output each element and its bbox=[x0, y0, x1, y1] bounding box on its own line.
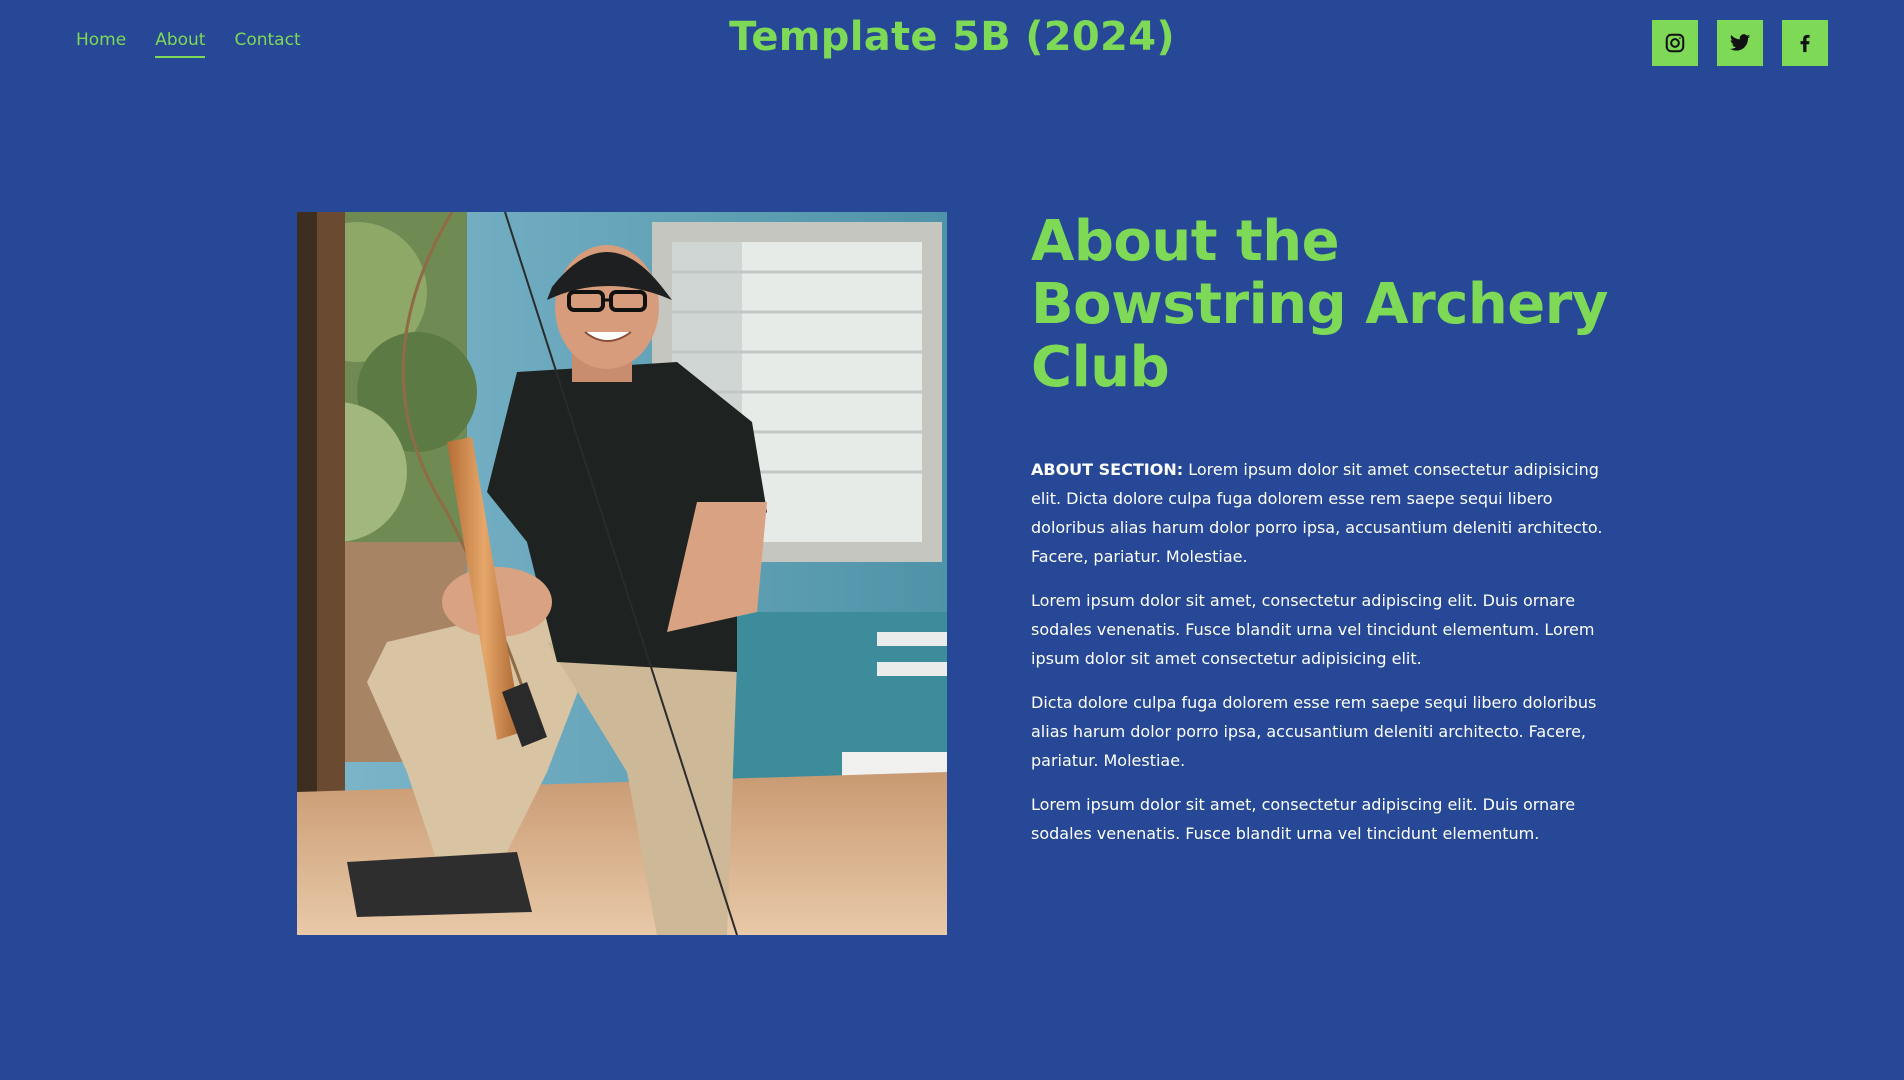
nav-home-link[interactable]: Home bbox=[76, 30, 127, 50]
twitter-button[interactable] bbox=[1717, 20, 1763, 66]
site-header bbox=[0, 0, 1904, 90]
about-section bbox=[1031, 210, 1616, 863]
nav-contact-link[interactable]: Contact bbox=[234, 30, 301, 50]
about-section-label: ABOUT SECTION: bbox=[1031, 460, 1184, 479]
twitter-icon bbox=[1729, 32, 1751, 54]
site-title[interactable]: Template 5B (2024) bbox=[729, 14, 1175, 60]
instagram-icon bbox=[1664, 32, 1686, 54]
page-heading: About the Bowstring Archery Club bbox=[1031, 209, 1608, 400]
nav-about-link[interactable]: About bbox=[155, 30, 205, 58]
facebook-button[interactable] bbox=[1782, 20, 1828, 66]
about-paragraph-3: Dicta dolore culpa fuga dolorem esse rem saepe sequi libero doloribus alias harum dolor porro ipsa, accusantium deleniti architecto. Facere, pariatur. Molestiae. bbox=[1031, 693, 1597, 770]
facebook-icon bbox=[1794, 32, 1816, 54]
about-paragraph-4: Lorem ipsum dolor sit amet, consectetur adipiscing elit. Duis ornare sodales venenatis. Fusce blandit urna vel tincidunt elementum. bbox=[1031, 795, 1576, 843]
social-links bbox=[1652, 20, 1828, 66]
instagram-button[interactable] bbox=[1652, 20, 1698, 66]
archer-photo bbox=[297, 212, 947, 935]
about-paragraph-1 bbox=[1031, 455, 1616, 571]
about-paragraph-2: Lorem ipsum dolor sit amet, consectetur adipiscing elit. Duis ornare sodales venenatis. Fusce blandit urna vel tincidunt elementum. Lorem ipsum dolor sit amet consectetur adipisicing elit. bbox=[1031, 591, 1595, 668]
about-paragraph-1-text: Lorem ipsum dolor sit amet consectetur adipisicing elit. Dicta dolore culpa fuga dolorem esse rem saepe sequi libero doloribus alias harum dolor porro ipsa, accusantium deleniti architecto. Facere, pariatur. Molestiae. bbox=[1031, 460, 1603, 566]
